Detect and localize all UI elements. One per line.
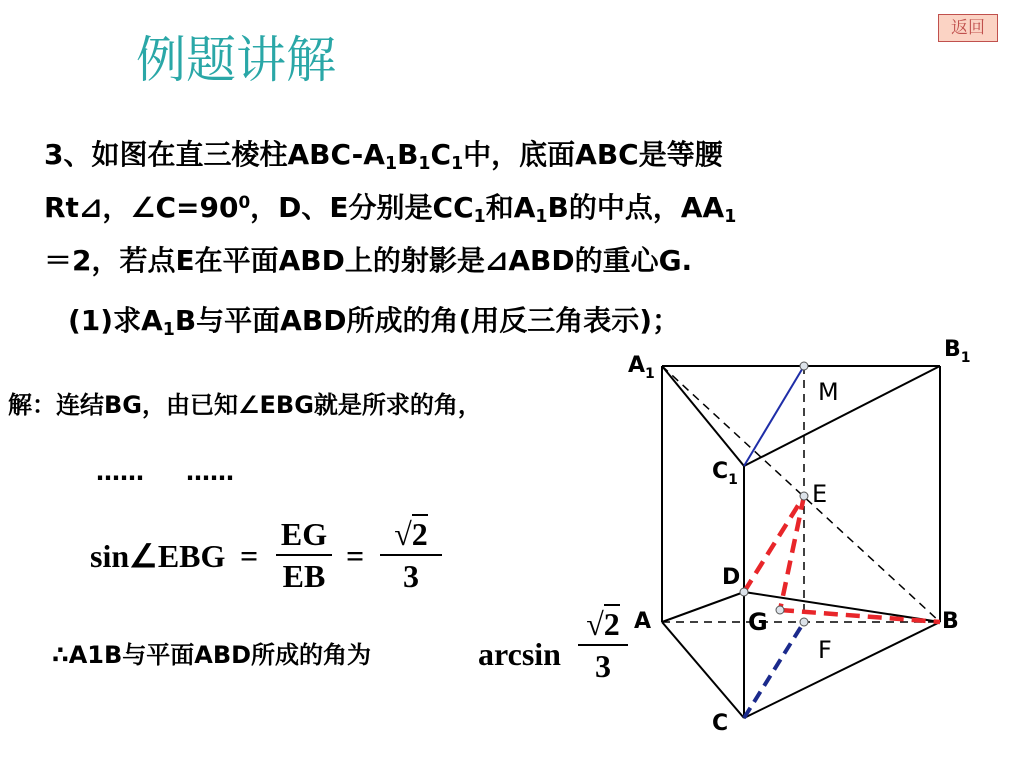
point-d <box>740 588 748 596</box>
label-g: G <box>748 608 768 636</box>
sqrt-symbol: √ <box>394 516 412 552</box>
text: B <box>397 138 419 171</box>
conclusion-text: ∴A1B与平面ABD所成的角为 <box>52 641 372 669</box>
point-g <box>776 606 784 614</box>
ellipsis: …… <box>96 458 144 486</box>
page-title: 例题讲解 <box>136 31 336 89</box>
equals-sign: = <box>346 538 365 574</box>
point-e <box>800 492 808 500</box>
text: 和A <box>485 191 536 224</box>
problem-line-3: ＝2，若点E在平面ABD上的射影是⊿ABD的重心G. <box>44 244 693 277</box>
denominator: EB <box>282 558 326 594</box>
arcsin-label: arcsin <box>478 636 561 672</box>
denominator: 3 <box>595 648 611 684</box>
text: B的中点，AA <box>547 191 725 224</box>
label-m: M <box>818 378 839 406</box>
denominator: 3 <box>403 558 419 594</box>
label-c1: $C_1$ <box>712 459 738 488</box>
ellipsis: …… <box>186 458 234 486</box>
sqrt-symbol: √ <box>586 606 604 642</box>
label-a1: $A_1$ <box>628 353 655 382</box>
numerator: EG <box>280 516 328 552</box>
back-button[interactable]: 返回 <box>938 14 998 42</box>
formula-lhs: sin∠EBG <box>90 538 226 574</box>
segment-a-d <box>662 592 744 622</box>
text: B与平面ABD所成的角(用反三角表示)； <box>174 304 681 337</box>
label-b1: $B_1$ <box>944 337 971 366</box>
subscript: 1 <box>473 207 486 227</box>
text: 3、如图在直三棱柱ABC-A <box>44 138 385 171</box>
subscript: 1 <box>162 320 175 340</box>
edge-a1-c1 <box>662 366 744 466</box>
text: 中，底面ABC是等腰 <box>463 138 723 171</box>
radicand: 2 <box>603 606 620 642</box>
label-c: C <box>712 711 729 736</box>
text: (1)求A <box>68 304 163 337</box>
text: Rt⊿，∠C=90 <box>44 191 239 224</box>
subscript: 1 <box>384 154 398 174</box>
label-b: B <box>942 609 959 634</box>
equals-sign: = <box>240 538 259 574</box>
segment-d-b <box>744 592 940 622</box>
subscript: 1 <box>451 154 464 174</box>
radicand: 2 <box>411 516 428 552</box>
subscript: 1 <box>535 207 548 227</box>
text: ，D、E分别是CC <box>250 191 474 224</box>
solution-intro: 解：连结BG，由已知∠EBG就是所求的角， <box>8 391 482 419</box>
label-a: A <box>634 609 652 634</box>
text: C <box>430 138 452 171</box>
edge-a-c <box>662 622 744 718</box>
label-d: D <box>722 565 741 590</box>
point-f <box>800 618 808 626</box>
edge-b-c <box>744 622 940 718</box>
subscript: 1 <box>418 154 431 174</box>
subscript: 1 <box>724 207 737 227</box>
label-e: E <box>812 480 828 508</box>
label-f: F <box>818 636 832 664</box>
point-m <box>800 362 808 370</box>
superscript: 0 <box>238 192 251 212</box>
